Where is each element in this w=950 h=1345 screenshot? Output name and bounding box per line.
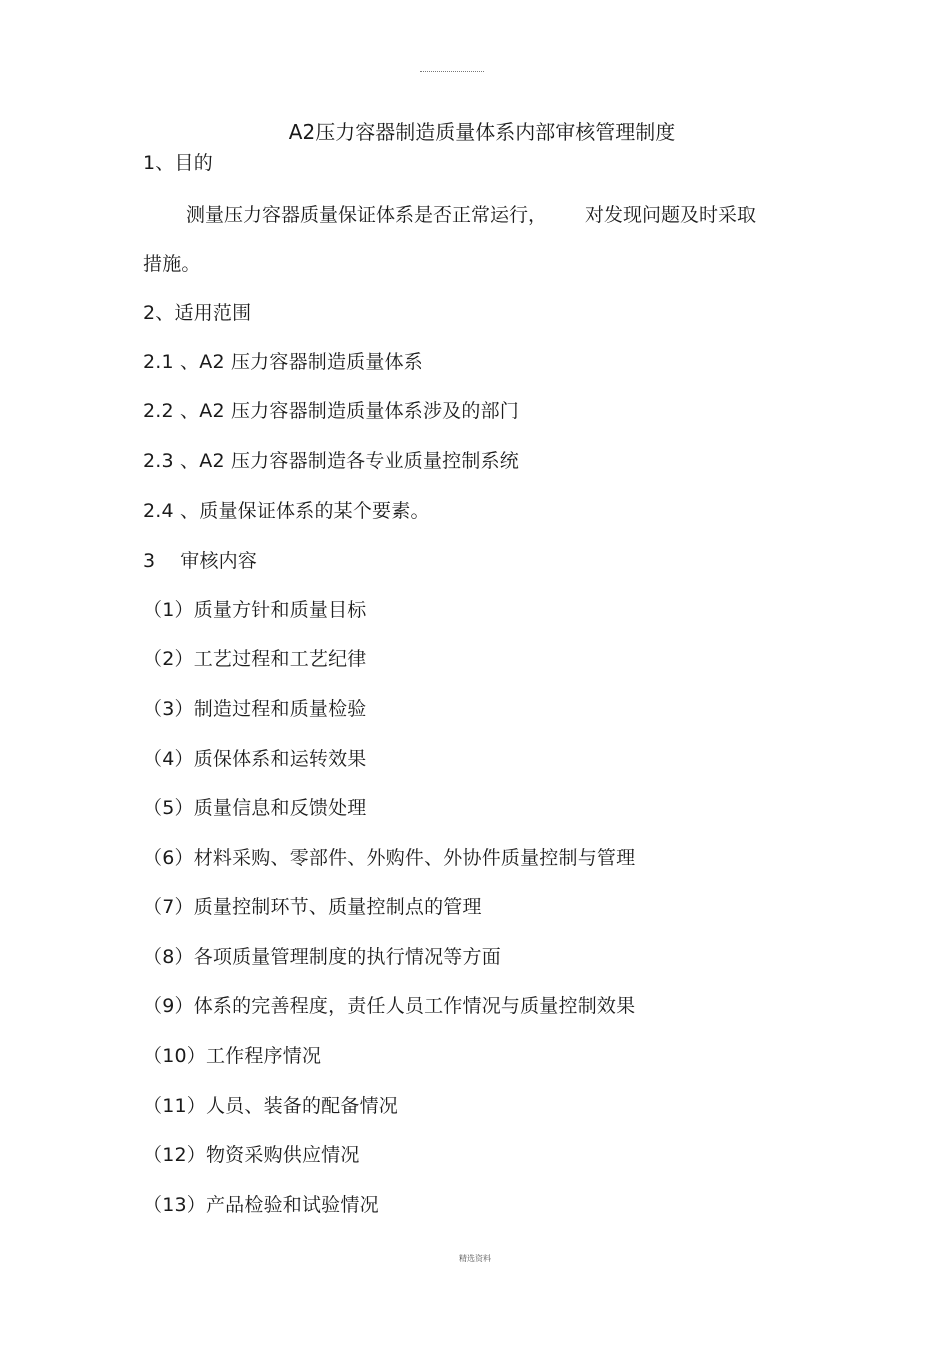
audit-item: （7）质量控制环节、质量控制点的管理: [143, 896, 482, 918]
purpose-paragraph: [186, 202, 806, 228]
scope-item: 2.2 、A2 压力容器制造质量体系涉及的部门: [143, 400, 519, 422]
audit-item: （13）产品检验和试验情况: [143, 1194, 379, 1216]
section-3-heading: 3 审核内容: [143, 550, 258, 572]
scope-item: 2.3 、A2 压力容器制造各专业质量控制系统: [143, 450, 519, 472]
section-2-heading: 2、适用范围: [143, 302, 252, 324]
audit-item: （5）质量信息和反馈处理: [143, 797, 367, 819]
audit-item: （6）材料采购、零部件、外购件、外协件质量控制与管理: [143, 847, 636, 869]
audit-item: （9）体系的完善程度，责任人员工作情况与质量控制效果: [143, 995, 636, 1017]
purpose-continuation: 措施。: [143, 253, 201, 275]
audit-item: （4）质保体系和运转效果: [143, 748, 367, 770]
scope-item: 2.4 、质量保证体系的某个要素。: [143, 500, 430, 522]
footer-text: 精选资料: [459, 1254, 491, 1263]
audit-item: （8）各项质量管理制度的执行情况等方面: [143, 946, 501, 968]
audit-item: （1）质量方针和质量目标: [143, 599, 367, 621]
document-title: A2压力容器制造质量体系内部审核管理制度: [288, 120, 676, 144]
audit-item: （2）工艺过程和工艺纪律: [143, 648, 367, 670]
audit-item: （10）工作程序情况: [143, 1045, 322, 1067]
section-1-heading: 1、目的: [143, 152, 213, 174]
purpose-text-part1: 测量压力容器质量保证体系是否正常运行，: [186, 204, 548, 226]
audit-item: （12）物资采购供应情况: [143, 1144, 360, 1166]
header-dotted-rule: [420, 71, 484, 72]
audit-item: （11）人员、装备的配备情况: [143, 1095, 398, 1117]
purpose-text-part2: 对发现问题及时采取: [585, 204, 757, 226]
scope-item: 2.1 、A2 压力容器制造质量体系: [143, 351, 423, 373]
audit-item: （3）制造过程和质量检验: [143, 698, 367, 720]
